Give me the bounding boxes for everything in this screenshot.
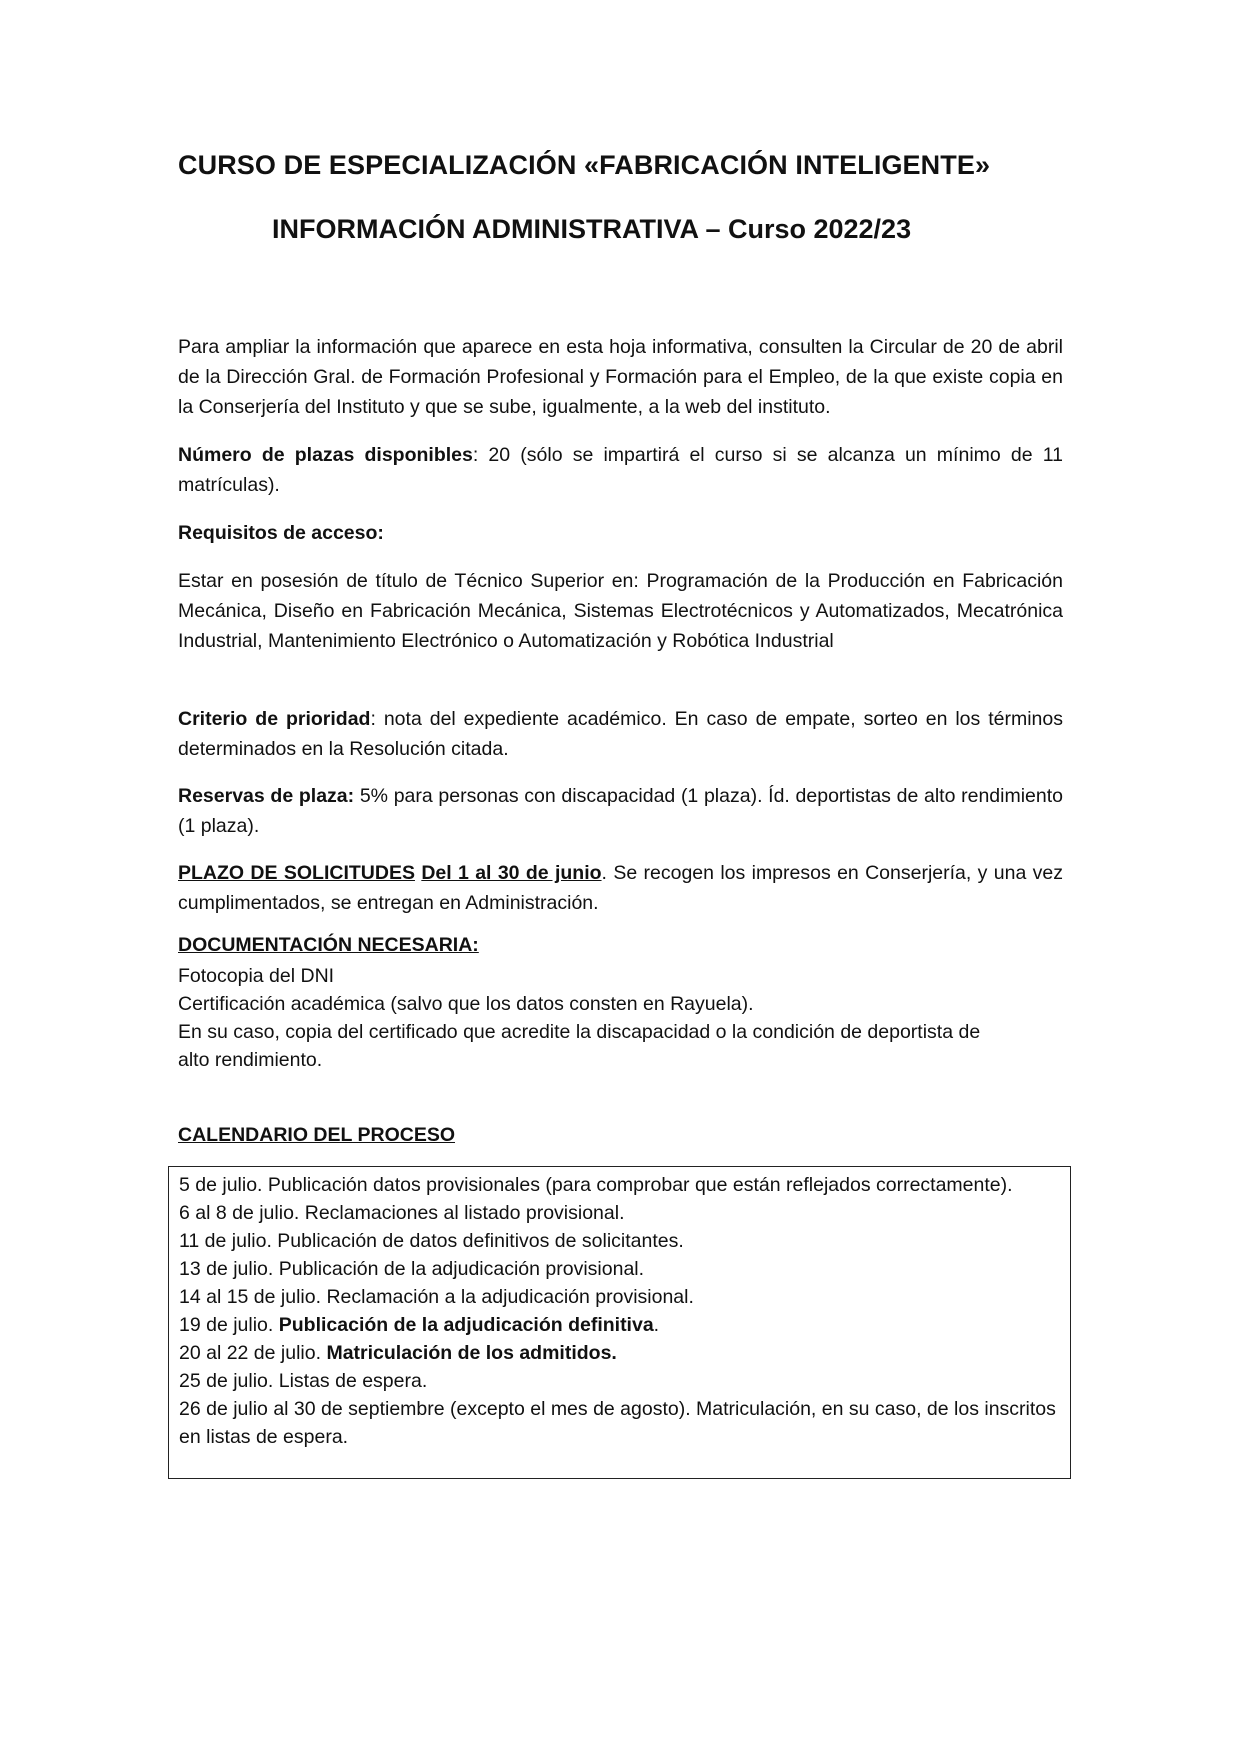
plazo-text: . Se recogen los impresos en Conserjería, y una vez cumplimentados, se entregan en Administración. [178, 862, 1063, 914]
reservas-paragraph [178, 781, 1063, 841]
calendario-item: 11 de julio. Publicación de datos definitivos de solicitantes. [179, 1230, 684, 1252]
requisitos-heading: Requisitos de acceso: [178, 522, 384, 544]
calendario-item-highlight: Matriculación de los admitidos. [326, 1342, 617, 1364]
reservas-label: Reservas de plaza: [178, 785, 355, 807]
calendario-item: 6 al 8 de julio. Reclamaciones al listado provisional. [179, 1202, 625, 1224]
plazo-label: PLAZO DE SOLICITUDES [178, 862, 415, 884]
documentacion-item: Fotocopia del DNI [178, 965, 335, 987]
intro-paragraph: Para ampliar la información que aparece en esta hoja informativa, consulten la Circular de 20 de abril de la Dirección Gral. de Formación Profesional y Formación para el Empleo, de la que existe copia en la Conserjería del Instituto y que se sube, igualmente, a la web del instituto. [178, 336, 1063, 418]
calendario-item: 14 al 15 de julio. Reclamación a la adjudicación provisional. [179, 1286, 694, 1308]
documentacion-list [178, 962, 1063, 1074]
plazo-paragraph [178, 858, 1063, 918]
documentacion-item: Certificación académica (salvo que los datos consten en Rayuela). [178, 993, 754, 1015]
plazas-paragraph [178, 440, 1063, 500]
calendario-item: 26 de julio al 30 de septiembre (excepto el mes de agosto). Matriculación, en su caso, de los inscritos en listas de espera. [179, 1398, 1056, 1448]
calendario-item: 20 al 22 de julio. Matriculación de los admitidos. [179, 1342, 617, 1364]
criterio-text: : nota del expediente académico. En caso de empate, sorteo en los términos determinados en la Resolución citada. [178, 708, 1063, 760]
calendario-item-highlight: Publicación de la adjudicación definitiva [278, 1314, 654, 1336]
calendario-box [168, 1166, 1071, 1479]
documentacion-item: alto rendimiento. [178, 1049, 323, 1071]
calendario-item: 5 de julio. Publicación datos provisionales (para comprobar que están reflejados correctamente). [179, 1174, 1013, 1196]
calendario-item: 25 de julio. Listas de espera. [179, 1370, 428, 1392]
criterio-label: Criterio de prioridad [178, 708, 371, 730]
calendario-heading: CALENDARIO DEL PROCESO [178, 1124, 455, 1146]
requisitos-paragraph: Estar en posesión de título de Técnico Superior en: Programación de la Producción en Fabricación Mecánica, Diseño en Fabricación Mecánica, Sistemas Electrotécnicos y Automatizados, Mecatrónica Industrial, Mantenimiento Electrónico o Automatización y Robótica Industrial [178, 570, 1063, 652]
plazo-dates: Del 1 al 30 de junio [421, 862, 602, 884]
reservas-text: 5% para personas con discapacidad (1 plaza). Íd. deportistas de alto rendimiento (1 plaza). [178, 785, 1063, 837]
plazas-label: Número de plazas disponibles [178, 444, 473, 466]
criterio-paragraph [178, 704, 1063, 764]
calendario-item: 19 de julio. Publicación de la adjudicación definitiva. [179, 1314, 660, 1336]
plazas-text: : 20 (sólo se impartirá el curso si se alcanza un mínimo de 11 matrículas). [178, 444, 1063, 496]
calendario-list [179, 1171, 1059, 1451]
document-title: CURSO DE ESPECIALIZACIÓN «FABRICACIÓN INTELIGENTE» [178, 150, 991, 180]
calendario-item: 13 de julio. Publicación de la adjudicación provisional. [179, 1258, 645, 1280]
document-subtitle: INFORMACIÓN ADMINISTRATIVA – Curso 2022/23 [272, 214, 912, 244]
documentacion-item: En su caso, copia del certificado que acredite la discapacidad o la condición de deportista de [178, 1021, 981, 1043]
documentacion-heading: DOCUMENTACIÓN NECESARIA: [178, 934, 479, 956]
